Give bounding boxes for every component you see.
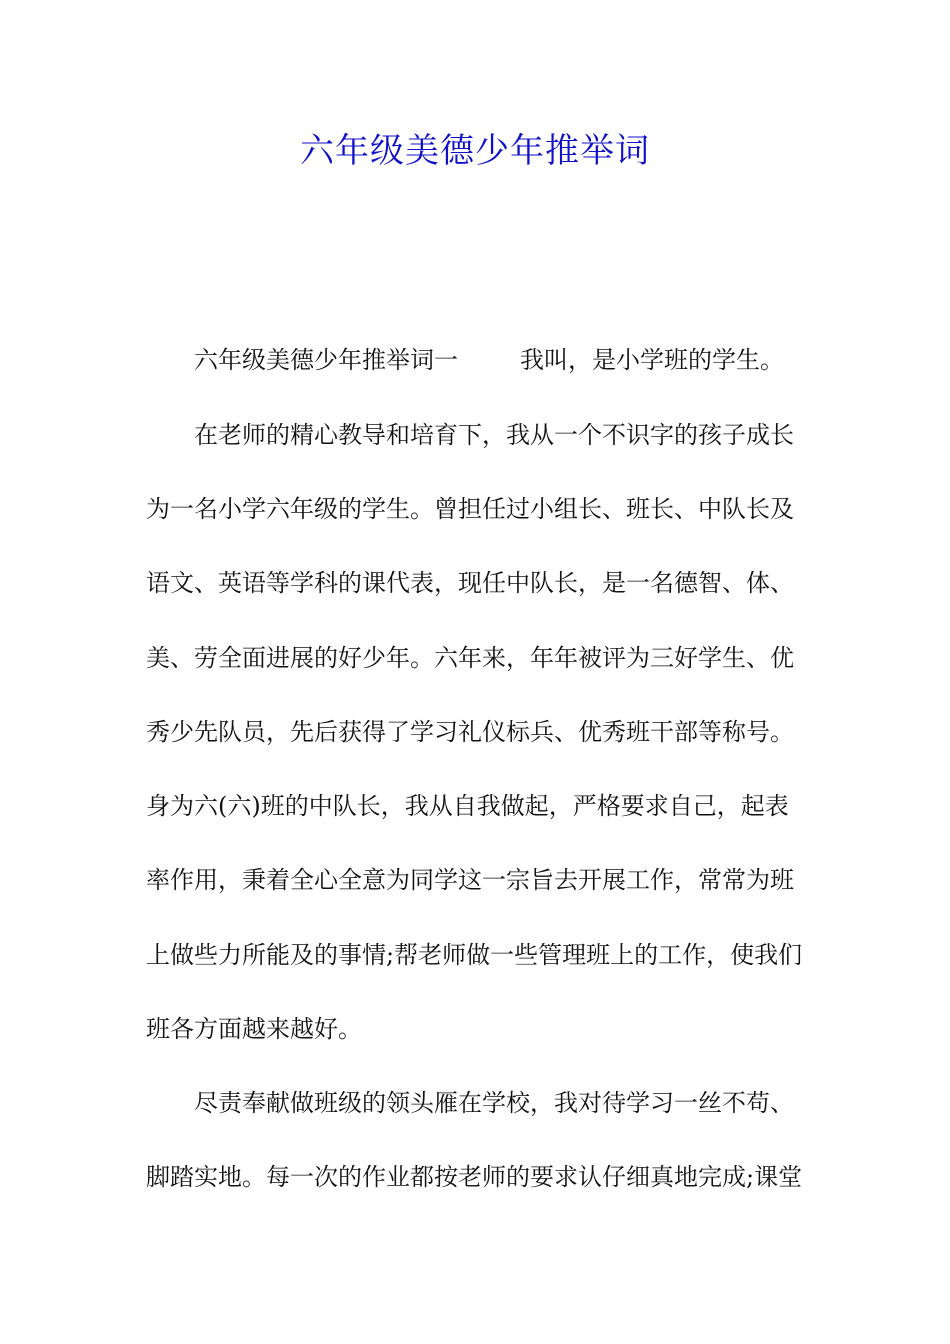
paragraph-line: 美、劳全面进展的好少年。六年来，年年被评为三好学生、优 xyxy=(146,644,794,672)
paragraph-line: 班各方面越来越好。 xyxy=(146,1015,362,1043)
paragraph-text: 我叫，是小学班的学生。 xyxy=(520,346,784,374)
paragraph-line: 率作用，秉着全心全意为同学这一宗旨去开展工作，常常为班 xyxy=(146,866,794,894)
paragraph-line: 脚踏实地。每一次的作业都按老师的要求认仔细真地完成;课堂 xyxy=(146,1163,803,1191)
document-title: 六年级美德少年推举词 xyxy=(300,131,650,171)
paragraph-line xyxy=(194,343,806,377)
paragraph-line: 在老师的精心教导和培育下，我从一个不识字的孩子成长 xyxy=(194,421,794,449)
paragraph-line: 尽责奉献做班级的领头雁在学校，我对待学习一丝不苟、 xyxy=(194,1089,794,1117)
paragraph-line: 秀少先队员，先后获得了学习礼仪标兵、优秀班干部等称号。 xyxy=(146,718,794,746)
paragraph-line: 为一名小学六年级的学生。曾担任过小组长、班长、中队长及 xyxy=(146,495,794,523)
paragraph-line: 身为六(六)班的中队长，我从自我做起，严格要求自己，起表 xyxy=(146,792,789,820)
paragraph-line: 上做些力所能及的事情;帮老师做一些管理班上的工作，使我们 xyxy=(146,941,803,969)
paragraph-line: 语文、英语等学科的课代表，现任中队长，是一名德智、体、 xyxy=(146,569,794,597)
paragraph-heading: 六年级美德少年推举词一 xyxy=(194,346,458,374)
